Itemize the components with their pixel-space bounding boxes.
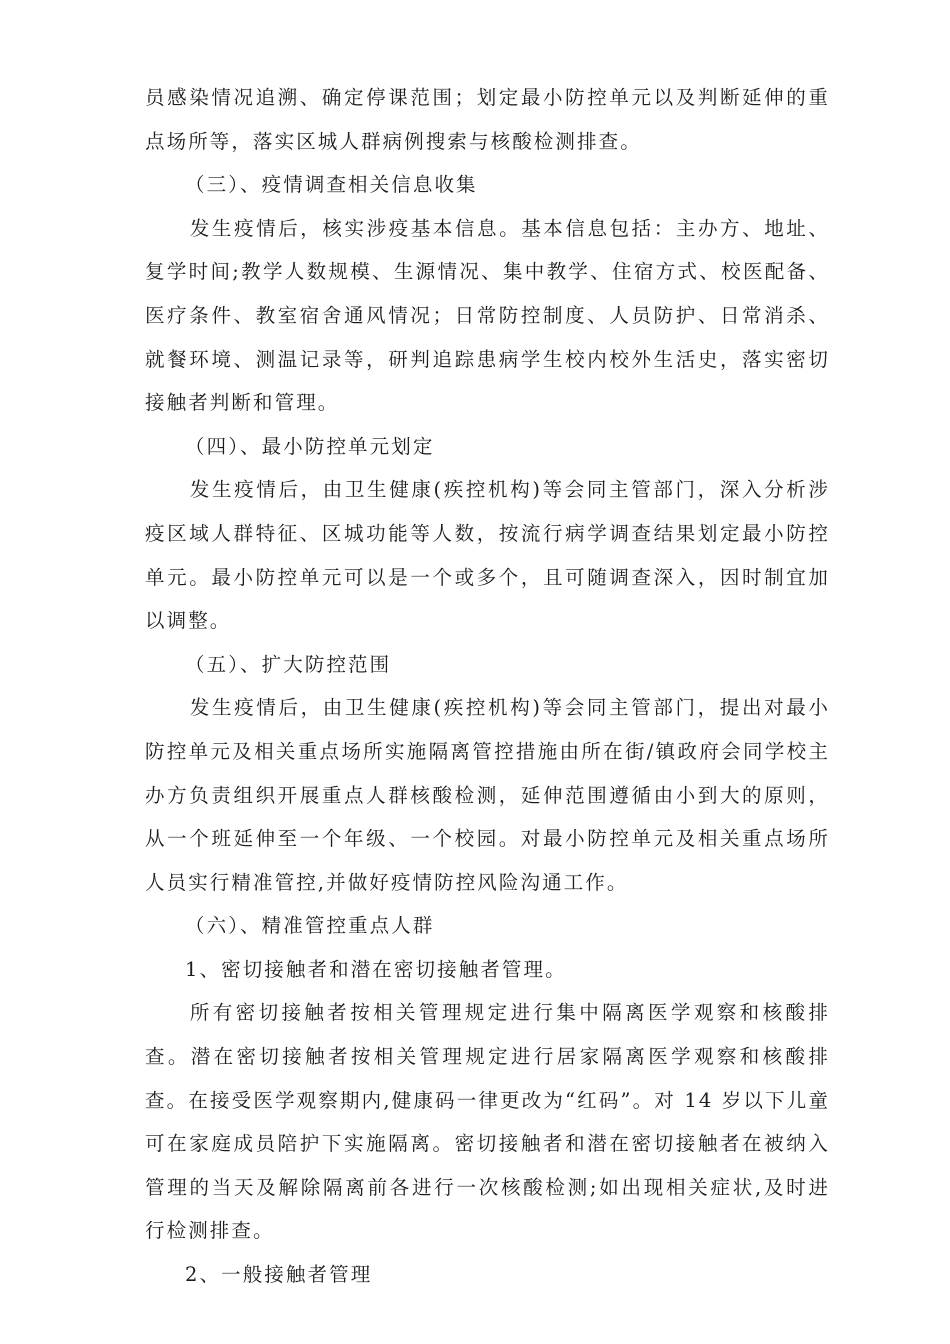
paragraph: 发生疫情后，由卫生健康(疾控机构)等会同主管部门，提出对最小防控单元及相关重点场所实施隔离管控措施由所在街/镇政府会同学校主办方负责组织开展重点人群核酸检测，延伸范围遵循由小到大的原则，从一个班延伸至一个年级、一个校园。对最小防控单元及相关重点场所人员实行精准管控,并做好疫情防控风险沟通工作。 [145,696,830,894]
section-heading: （六）、精准管控重点人群 [185,914,435,938]
paragraph: 发生疫情后，由卫生健康(疾控机构)等会同主管部门，深入分析涉疫区域人群特征、区城功能等人数，按流行病学调查结果划定最小防控单元。最小防控单元可以是一个或多个，且可随调查深入，因时制宜加以调整。 [145,478,830,633]
section-heading: （五）、扩大防控范围 [185,652,392,676]
section-heading: （三）、疫情调查相关信息收集 [185,173,478,197]
document-page [145,76,830,1297]
section-heading: （四）、最小防控单元划定 [185,434,435,458]
paragraph: 所有密切接触者按相关管理规定进行集中隔离医学观察和核酸排查。潜在密切接触者按相关管理规定进行居家隔离医学观察和核酸排查。在接受医学观察期内,健康码一律更改为“红码”。对 14 岁以下儿童可在家庭成员陪护下实施隔离。密切接触者和潜在密切接触者在被纳入管理的当天及解除隔离前各进行一次核酸检测;如出现相关症状,及时进行检测排查。 [145,1001,830,1243]
subsection-heading: 1、密切接触者和潜在密切接触者管理。 [185,957,567,981]
paragraph: 发生疫情后，核实涉疫基本信息。基本信息包括：主办方、地址、复学时间;教学人数规模、生源情况、集中教学、住宿方式、校医配备、医疗条件、教室宿舍通风情况；日常防控制度、人员防护、日常消杀、就餐环境、测温记录等，研判追踪患病学生校内校外生活史，落实密切接触者判断和管理。 [145,216,830,415]
paragraph: 员感染情况追溯、确定停课范围；划定最小防控单元以及判断延伸的重点场所等，落实区城人群病例搜索与核酸检测排查。 [145,86,830,153]
subsection-heading: 2、一般接触者管理 [185,1263,373,1287]
